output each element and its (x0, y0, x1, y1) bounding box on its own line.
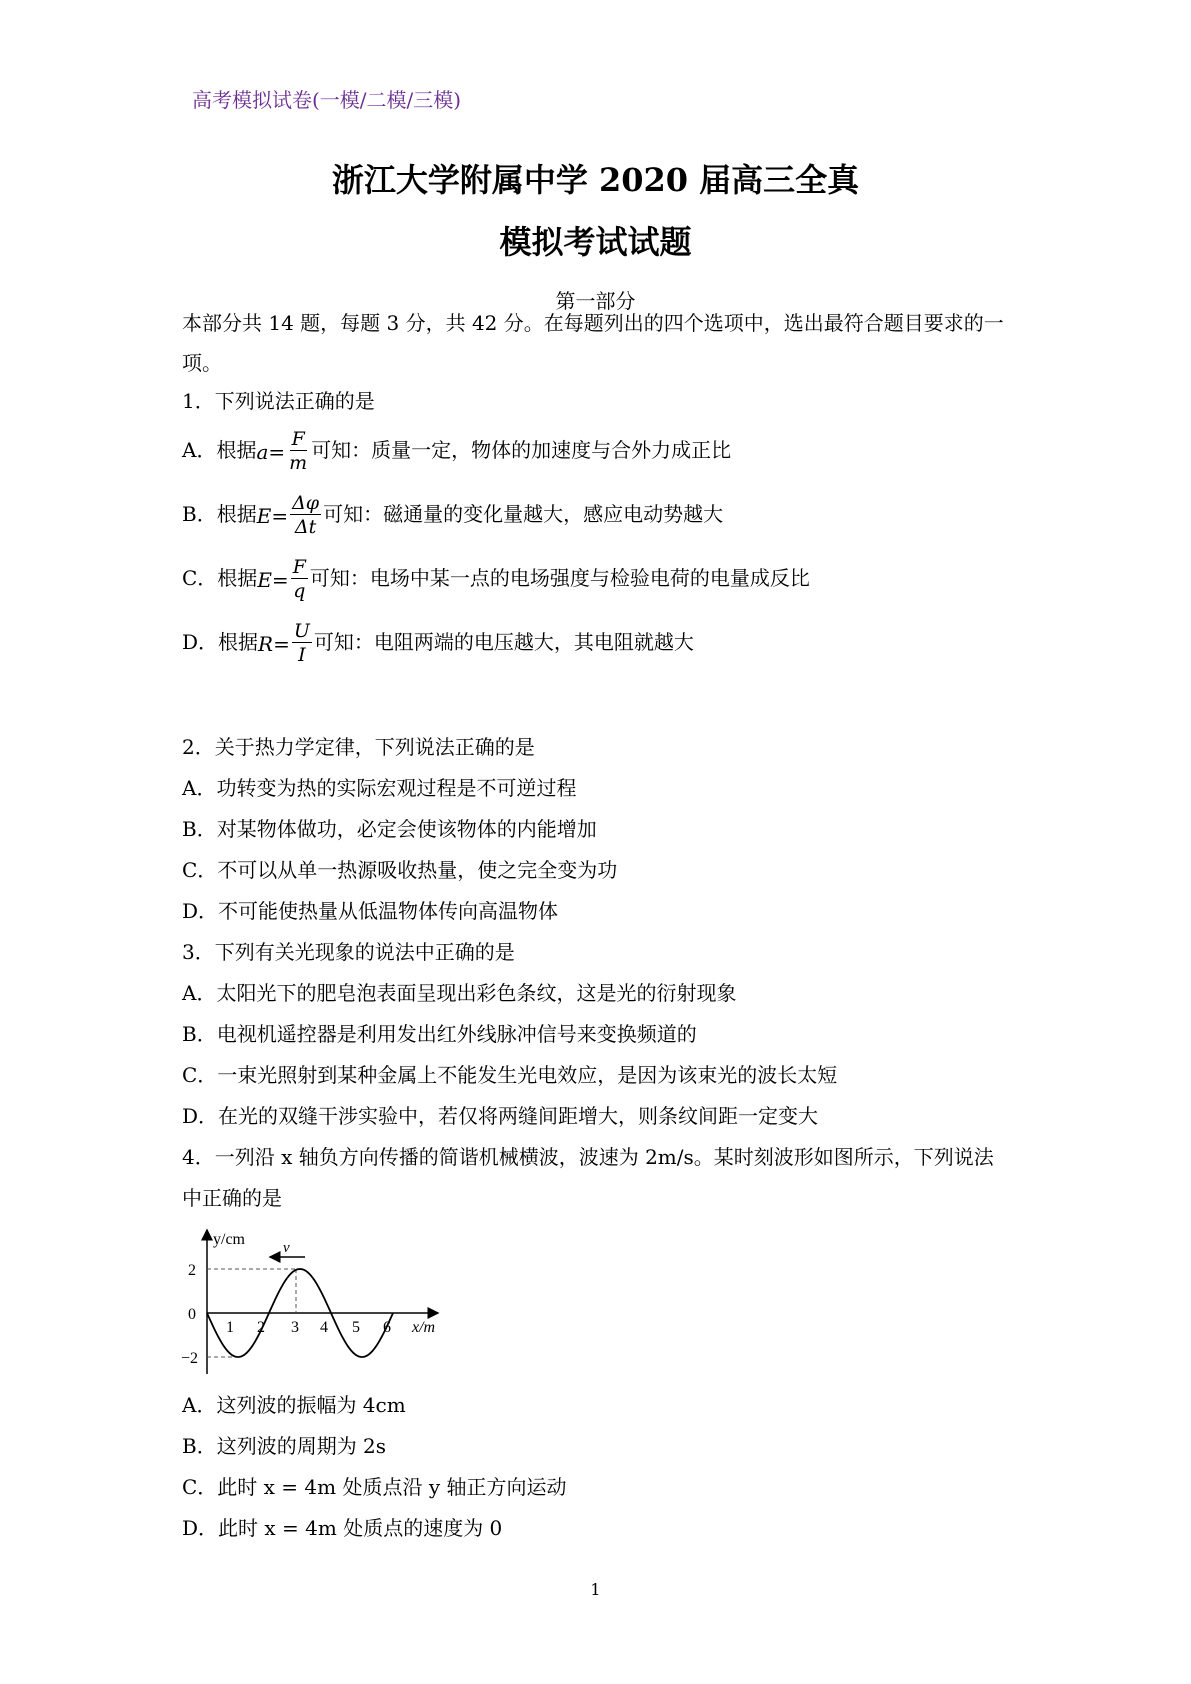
q2-option-b: B．对某物体做功，必定会使该物体的内能增加 (182, 817, 597, 841)
x-tick-6: 6 (383, 1319, 391, 1336)
q1-d-num: U (293, 620, 310, 642)
q1-c-lhs: E (257, 567, 272, 592)
q1-d-den: I (298, 644, 306, 666)
q1-c-formula (257, 556, 310, 603)
x-axis-label: x/m (412, 1319, 436, 1336)
q2-option-d: D．不可能使热量从低温物体传向高温物体 (182, 899, 559, 923)
q1-option-c (182, 556, 810, 603)
q1-d-fraction (292, 620, 312, 667)
q1-option-b (182, 492, 723, 539)
q1-d-prefix: D．根据 (182, 630, 259, 654)
y-tick-0: 0 (188, 1306, 196, 1323)
q1-a-den: m (289, 452, 308, 474)
q1-option-a (182, 428, 731, 475)
exam-title-line1: 浙江大学附属中学 2020 届高三全真 (331, 161, 860, 199)
q3-option-a: A．太阳光下的肥皂泡表面呈现出彩色条纹，这是光的衍射现象 (182, 981, 737, 1005)
q4-option-c: C．此时 x = 4m 处质点沿 y 轴正方向运动 (182, 1475, 567, 1499)
q3-option-d: D．在光的双缝干涉实验中，若仅将两缝间距增大，则条纹间距一定变大 (182, 1104, 819, 1128)
q1-d-text: 可知：电阻两端的电压越大，其电阻就越大 (313, 630, 694, 654)
y-tick-2: 2 (188, 1262, 196, 1279)
q1-c-eq: = (271, 567, 289, 592)
q1-d-eq: = (273, 631, 290, 656)
y-axis-label: y/cm (213, 1231, 245, 1248)
q1-b-formula (257, 492, 323, 539)
q1-c-den: q (293, 580, 306, 602)
q1-b-prefix: B．根据 (182, 502, 257, 526)
q2-stem: 2．关于热力学定律，下列说法正确的是 (182, 735, 535, 759)
x-tick-1: 1 (226, 1319, 234, 1336)
q1-c-num: F (292, 556, 306, 578)
y-tick-neg2: −2 (181, 1350, 199, 1367)
q1-a-fraction (287, 428, 309, 475)
q1-b-eq: = (271, 503, 289, 528)
q3-stem: 3．下列有关光现象的说法中正确的是 (182, 940, 515, 964)
x-tick-2: 2 (257, 1319, 265, 1336)
exam-title-line2: 模拟考试试题 (499, 223, 692, 261)
q1-a-formula (256, 428, 311, 475)
header-note: 高考模拟试卷(一模/二模/三模) (192, 88, 462, 112)
q1-a-text: 可知：质量一定，物体的加速度与合外力成正比 (311, 438, 732, 462)
q1-c-prefix: C．根据 (182, 566, 258, 590)
q1-option-d (182, 620, 694, 667)
q1-b-lhs: E (256, 503, 272, 528)
q4-stem-line-1: 4．一列沿 x 轴负方向传播的简谐机械横波，波速为 2m/s。某时刻波形如图所示，下列说法 (182, 1145, 994, 1169)
q1-c-text: 可知：电场中某一点的电场强度与检验电荷的电量成反比 (309, 566, 810, 590)
q4-option-a: A．这列波的振幅为 4cm (182, 1393, 406, 1417)
q4-stem-line-2: 中正确的是 (182, 1186, 282, 1210)
q1-a-eq: = (268, 439, 286, 464)
x-tick-5: 5 (352, 1319, 360, 1336)
q4-option-d: D．此时 x = 4m 处质点的速度为 0 (182, 1516, 503, 1540)
q1-stem: 1．下列说法正确的是 (182, 389, 375, 413)
wave-figure (180, 1224, 450, 1384)
q3-option-c: C．一束光照射到某种金属上不能发生光电效应，是因为该束光的波长太短 (182, 1063, 838, 1087)
q3-option-b: B．电视机遥控器是利用发出红外线脉冲信号来变换频道的 (182, 1022, 697, 1046)
q1-d-formula (258, 620, 314, 667)
q1-b-num: Δφ (292, 492, 320, 514)
q2-option-a: A．功转变为热的实际宏观过程是不可逆过程 (182, 776, 577, 800)
velocity-label: v (283, 1240, 290, 1256)
q1-a-prefix: A．根据 (182, 438, 257, 462)
q1-b-text: 可知：磁通量的变化量越大，感应电动势越大 (323, 502, 724, 526)
q1-d-lhs: R (258, 631, 274, 656)
x-tick-3: 3 (291, 1319, 299, 1336)
section-title: 第一部分 (555, 289, 636, 313)
q1-a-num: F (291, 428, 305, 450)
q1-b-den: Δt (294, 516, 317, 538)
q1-c-fraction (291, 556, 308, 603)
page-number: 1 (590, 1580, 601, 1599)
q4-option-b: B．这列波的周期为 2s (182, 1434, 387, 1458)
intro-line-2: 项。 (182, 351, 222, 375)
q1-a-lhs: a (256, 439, 269, 464)
intro-line-1: 本部分共 14 题，每题 3 分，共 42 分。在每题列出的四个选项中，选出最符合题目要求的一 (182, 311, 1004, 335)
x-tick-4: 4 (320, 1319, 328, 1336)
q1-b-fraction (290, 492, 321, 539)
q2-option-c: C．不可以从单一热源吸收热量，使之完全变为功 (182, 858, 618, 882)
